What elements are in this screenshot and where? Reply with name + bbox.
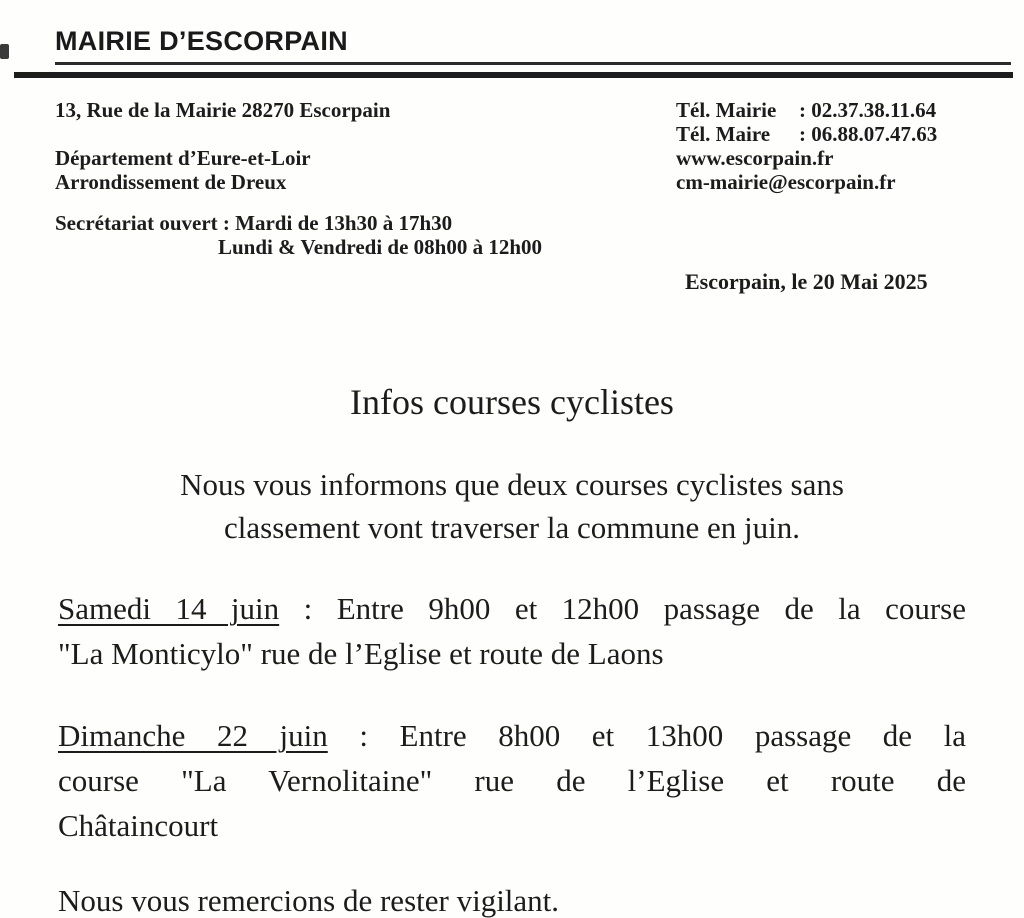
contact-row-maire bbox=[676, 122, 1024, 146]
race-2-line-1 bbox=[58, 713, 966, 758]
intro-line-2: classement vont traverser la commune en juin. bbox=[224, 510, 800, 545]
closing-line: Nous vous remercions de rester vigilant. bbox=[58, 883, 560, 918]
masthead-title: MAIRIE D’ESCORPAIN bbox=[55, 26, 348, 56]
info-section bbox=[0, 98, 1024, 259]
intro-paragraph bbox=[58, 463, 966, 549]
race-2-paragraph bbox=[58, 713, 966, 848]
race-1-line-2: "La Monticylo" rue de l’Eglise et route de Laons bbox=[58, 636, 664, 671]
race-2-line-1-rest: : Entre 8h00 et 13h00 passage de la bbox=[327, 718, 966, 753]
race-1-line-1-rest: : Entre 9h00 et 12h00 passage de la course bbox=[279, 591, 967, 626]
address-line: 13, Rue de la Mairie 28270 Escorpain bbox=[55, 98, 391, 122]
header-rule-thin bbox=[55, 62, 1011, 65]
contact-value: : 02.37.38.11.64 bbox=[799, 98, 937, 122]
dateline: Escorpain, le 20 Mai 2025 bbox=[685, 269, 928, 294]
email-line: cm-mairie@escorpain.fr bbox=[676, 170, 896, 194]
intro-line-1: Nous vous informons que deux courses cyclistes sans bbox=[180, 467, 844, 502]
contact-row-mairie bbox=[676, 98, 1024, 122]
contact-value: : 06.88.07.47.63 bbox=[799, 122, 938, 146]
secretariat-line-2: Lundi & Vendredi de 08h00 à 12h00 bbox=[218, 235, 543, 259]
scan-artifact bbox=[0, 44, 9, 59]
race-1-paragraph bbox=[58, 586, 966, 676]
race-2-line-3: Châtaincourt bbox=[58, 808, 219, 843]
race-1-lead: Samedi 14 juin bbox=[58, 591, 280, 626]
department-line: Département d’Eure-et-Loir bbox=[55, 146, 311, 170]
arrondissement-line: Arrondissement de Dreux bbox=[55, 170, 287, 194]
document-title: Infos courses cyclistes bbox=[350, 382, 674, 422]
info-left-column bbox=[55, 98, 676, 259]
race-2-lead: Dimanche 22 juin bbox=[58, 718, 328, 753]
info-right-column bbox=[676, 98, 1024, 259]
masthead bbox=[0, 0, 1024, 78]
contact-label: Tél. Maire bbox=[676, 122, 771, 146]
race-1-line-1 bbox=[58, 586, 966, 631]
contact-label: Tél. Mairie bbox=[676, 98, 777, 122]
race-2-line-2: course "La Vernolitaine" rue de l’Eglise et route de bbox=[58, 763, 966, 798]
secretariat-line-1: Secrétariat ouvert : Mardi de 13h30 à 17h30 bbox=[55, 211, 453, 235]
website-line: www.escorpain.fr bbox=[676, 146, 834, 170]
letter-body bbox=[0, 381, 1024, 918]
header-rule-thick bbox=[14, 72, 1013, 78]
